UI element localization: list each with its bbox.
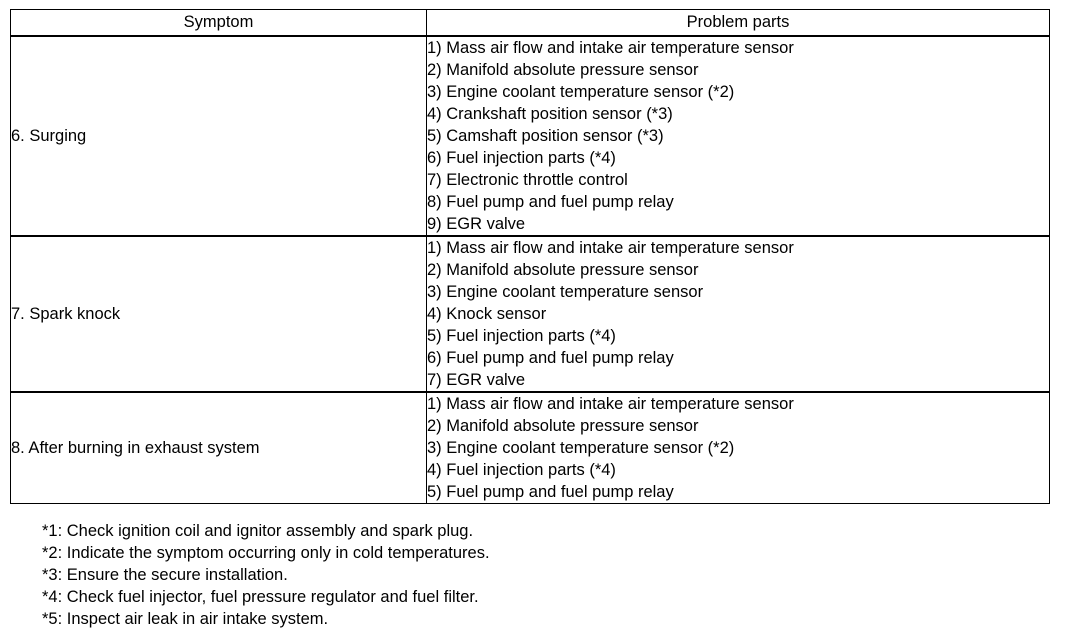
header-problem-parts: Problem parts — [427, 10, 1050, 37]
symptom-table — [10, 9, 1050, 504]
problem-part-item: 2) Manifold absolute pressure sensor — [427, 261, 699, 279]
problem-part-item: 5) Fuel injection parts (*4) — [427, 327, 616, 345]
table-row — [11, 392, 1050, 504]
problem-part-item: 4) Knock sensor — [427, 305, 547, 323]
problem-part-item: 2) Manifold absolute pressure sensor — [427, 61, 699, 79]
footnotes — [42, 520, 490, 630]
problem-parts-cell — [427, 236, 1050, 392]
symptom-cell: 6. Surging — [11, 36, 427, 236]
table-body — [11, 36, 1050, 504]
problem-parts-list — [427, 237, 1049, 391]
header-symptom: Symptom — [11, 10, 427, 37]
problem-part-item: 6) Fuel pump and fuel pump relay — [427, 349, 674, 367]
table-header-row — [11, 10, 1050, 37]
problem-part-item: 1) Mass air flow and intake air temperature sensor — [427, 395, 794, 413]
footnote-item: *5: Inspect air leak in air intake system. — [42, 610, 329, 628]
problem-part-item: 5) Camshaft position sensor (*3) — [427, 127, 664, 145]
problem-part-item: 2) Manifold absolute pressure sensor — [427, 417, 699, 435]
footnote-item: *4: Check fuel injector, fuel pressure regulator and fuel filter. — [42, 588, 479, 606]
footnote-item: *3: Ensure the secure installation. — [42, 566, 288, 584]
problem-part-item: 7) EGR valve — [427, 371, 526, 389]
footnote-item: *2: Indicate the symptom occurring only in cold temperatures. — [42, 544, 490, 562]
problem-part-item: 9) EGR valve — [427, 215, 526, 233]
problem-part-item: 7) Electronic throttle control — [427, 171, 628, 189]
problem-part-item: 1) Mass air flow and intake air temperature sensor — [427, 39, 794, 57]
problem-parts-list — [427, 393, 1049, 503]
symptom-cell: 8. After burning in exhaust system — [11, 392, 427, 504]
problem-part-item: 5) Fuel pump and fuel pump relay — [427, 483, 674, 501]
problem-part-item: 3) Engine coolant temperature sensor — [427, 283, 704, 301]
table-row — [11, 36, 1050, 236]
table-row — [11, 236, 1050, 392]
problem-part-item: 6) Fuel injection parts (*4) — [427, 149, 616, 167]
symptom-cell: 7. Spark knock — [11, 236, 427, 392]
problem-parts-cell — [427, 392, 1050, 504]
footnote-item: *1: Check ignition coil and ignitor assembly and spark plug. — [42, 522, 474, 540]
problem-part-item: 3) Engine coolant temperature sensor (*2) — [427, 439, 735, 457]
problem-parts-list — [427, 37, 1049, 235]
problem-parts-cell — [427, 36, 1050, 236]
problem-part-item: 4) Crankshaft position sensor (*3) — [427, 105, 673, 123]
problem-part-item: 8) Fuel pump and fuel pump relay — [427, 193, 674, 211]
problem-part-item: 3) Engine coolant temperature sensor (*2) — [427, 83, 735, 101]
problem-part-item: 1) Mass air flow and intake air temperature sensor — [427, 239, 794, 257]
problem-part-item: 4) Fuel injection parts (*4) — [427, 461, 616, 479]
